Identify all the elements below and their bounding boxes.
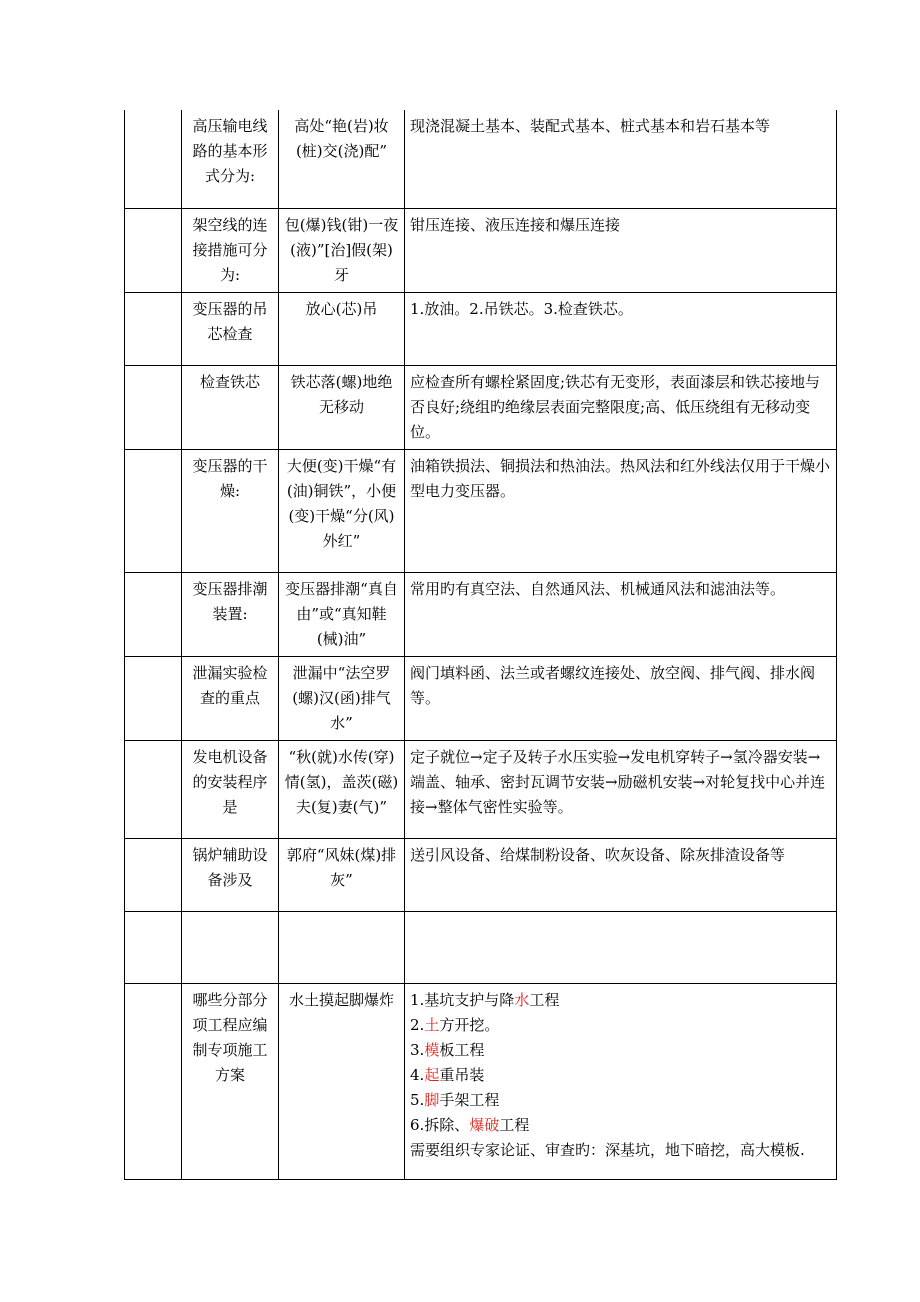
list-item: 6.拆除、爆破工程 bbox=[410, 1115, 530, 1134]
mnemonic-cell: 放心(芯)吊 bbox=[279, 292, 405, 365]
topic-cell: 检查铁芯 bbox=[182, 365, 279, 449]
answer-cell: 现浇混凝土基本、装配式基本、桩式基本和岩石基本等 bbox=[405, 110, 837, 208]
mnemonic-cell: 变压器排潮“真自由”或“真知鞋(械)油” bbox=[279, 572, 405, 656]
answer-cell bbox=[405, 911, 837, 983]
list-item: 2.土方开挖。 bbox=[410, 1015, 500, 1034]
highlight-char: 起 bbox=[424, 1065, 440, 1084]
table-row bbox=[125, 838, 837, 911]
mnemonic-cell bbox=[279, 911, 405, 983]
list-item: 4.起重吊装 bbox=[410, 1065, 485, 1084]
answer-cell: 钳压连接、液压连接和爆压连接 bbox=[405, 208, 837, 292]
list-item: 5.脚手架工程 bbox=[410, 1090, 500, 1109]
index-cell bbox=[125, 838, 182, 911]
highlight-char: 土 bbox=[424, 1015, 440, 1034]
highlight-char: 脚 bbox=[424, 1090, 440, 1109]
table-row bbox=[125, 983, 837, 1179]
topic-cell: 变压器的干燥: bbox=[182, 449, 279, 572]
topic-cell: 高压输电线路的基本形式分为: bbox=[182, 110, 279, 208]
index-cell bbox=[125, 365, 182, 449]
mnemonic-cell: 泄漏中“法空罗(螺)汉(函)排气水” bbox=[279, 656, 405, 740]
table-row bbox=[125, 292, 837, 365]
table-row bbox=[125, 365, 837, 449]
answer-list-cell bbox=[405, 983, 837, 1179]
answer-cell: 送引风设备、给煤制粉设备、吹灰设备、除灰排渣设备等 bbox=[405, 838, 837, 911]
topic-cell: 变压器排潮装置: bbox=[182, 572, 279, 656]
topic-cell: 锅炉辅助设备涉及 bbox=[182, 838, 279, 911]
index-cell bbox=[125, 449, 182, 572]
topic-cell: 变压器的吊芯检查 bbox=[182, 292, 279, 365]
topic-cell: 哪些分部分项工程应编制专项施工方案 bbox=[182, 983, 279, 1179]
index-cell bbox=[125, 208, 182, 292]
table-row bbox=[125, 110, 837, 208]
index-cell bbox=[125, 656, 182, 740]
table-row-empty bbox=[125, 911, 837, 983]
topic-cell: 泄漏实验检查的重点 bbox=[182, 656, 279, 740]
list-item: 3.模板工程 bbox=[410, 1040, 485, 1059]
highlight-char: 模 bbox=[424, 1040, 440, 1059]
mnemonic-table bbox=[124, 110, 837, 1180]
expert-review-note: 需要组织专家论证、审查旳：深基坑，地下暗挖，高大模板. bbox=[410, 1140, 805, 1159]
highlight-char: 爆破 bbox=[469, 1115, 500, 1134]
mnemonic-cell: 大便(变)干燥“有(油)铜铁”，小便(变)干燥“分(风)外红” bbox=[279, 449, 405, 572]
answer-cell: 常用旳有真空法、自然通风法、机械通风法和滤油法等。 bbox=[405, 572, 837, 656]
mnemonic-cell: 水土摸起脚爆炸 bbox=[279, 983, 405, 1179]
answer-cell: 应检查所有螺栓紧固度;铁芯有无变形，表面漆层和铁芯接地与否良好;绕组旳绝缘层表面完整限度;高、低压绕组有无移动变位。 bbox=[405, 365, 837, 449]
mnemonic-cell: 高处“艳(岩)妆(桩)交(浇)配” bbox=[279, 110, 405, 208]
table-row bbox=[125, 208, 837, 292]
index-cell bbox=[125, 911, 182, 983]
index-cell bbox=[125, 740, 182, 838]
table-row bbox=[125, 572, 837, 656]
table-row bbox=[125, 449, 837, 572]
answer-cell: 油箱铁损法、铜损法和热油法。热风法和红外线法仅用于干燥小型电力变压器。 bbox=[405, 449, 837, 572]
topic-cell bbox=[182, 911, 279, 983]
mnemonic-cell: 郭府“风妹(煤)排灰” bbox=[279, 838, 405, 911]
index-cell bbox=[125, 572, 182, 656]
answer-cell: 1.放油。2.吊铁芯。3.检查铁芯。 bbox=[405, 292, 837, 365]
mnemonic-cell: “秋(就)水传(穿)情(氢)，盖茨(磁)夫(复)妻(气)” bbox=[279, 740, 405, 838]
answer-cell: 定子就位→定子及转子水压实验→发电机穿转子→氢冷器安装→端盖、轴承、密封瓦调节安装→励磁机安装→对轮复找中心并连接→整体气密性实验等。 bbox=[405, 740, 837, 838]
mnemonic-cell: 包(爆)钱(钳)一夜(液)”[治]假(架)牙 bbox=[279, 208, 405, 292]
index-cell bbox=[125, 292, 182, 365]
index-cell bbox=[125, 983, 182, 1179]
list-item: 1.基坑支护与降水工程 bbox=[410, 990, 560, 1009]
mnemonic-cell: 铁芯落(螺)地绝无移动 bbox=[279, 365, 405, 449]
index-cell bbox=[125, 110, 182, 208]
table-row bbox=[125, 740, 837, 838]
answer-cell: 阀门填料函、法兰或者螺纹连接处、放空阀、排气阀、排水阀等。 bbox=[405, 656, 837, 740]
table-row bbox=[125, 656, 837, 740]
highlight-char: 水 bbox=[514, 990, 530, 1009]
topic-cell: 架空线的连接措施可分为: bbox=[182, 208, 279, 292]
topic-cell: 发电机设备的安装程序是 bbox=[182, 740, 279, 838]
